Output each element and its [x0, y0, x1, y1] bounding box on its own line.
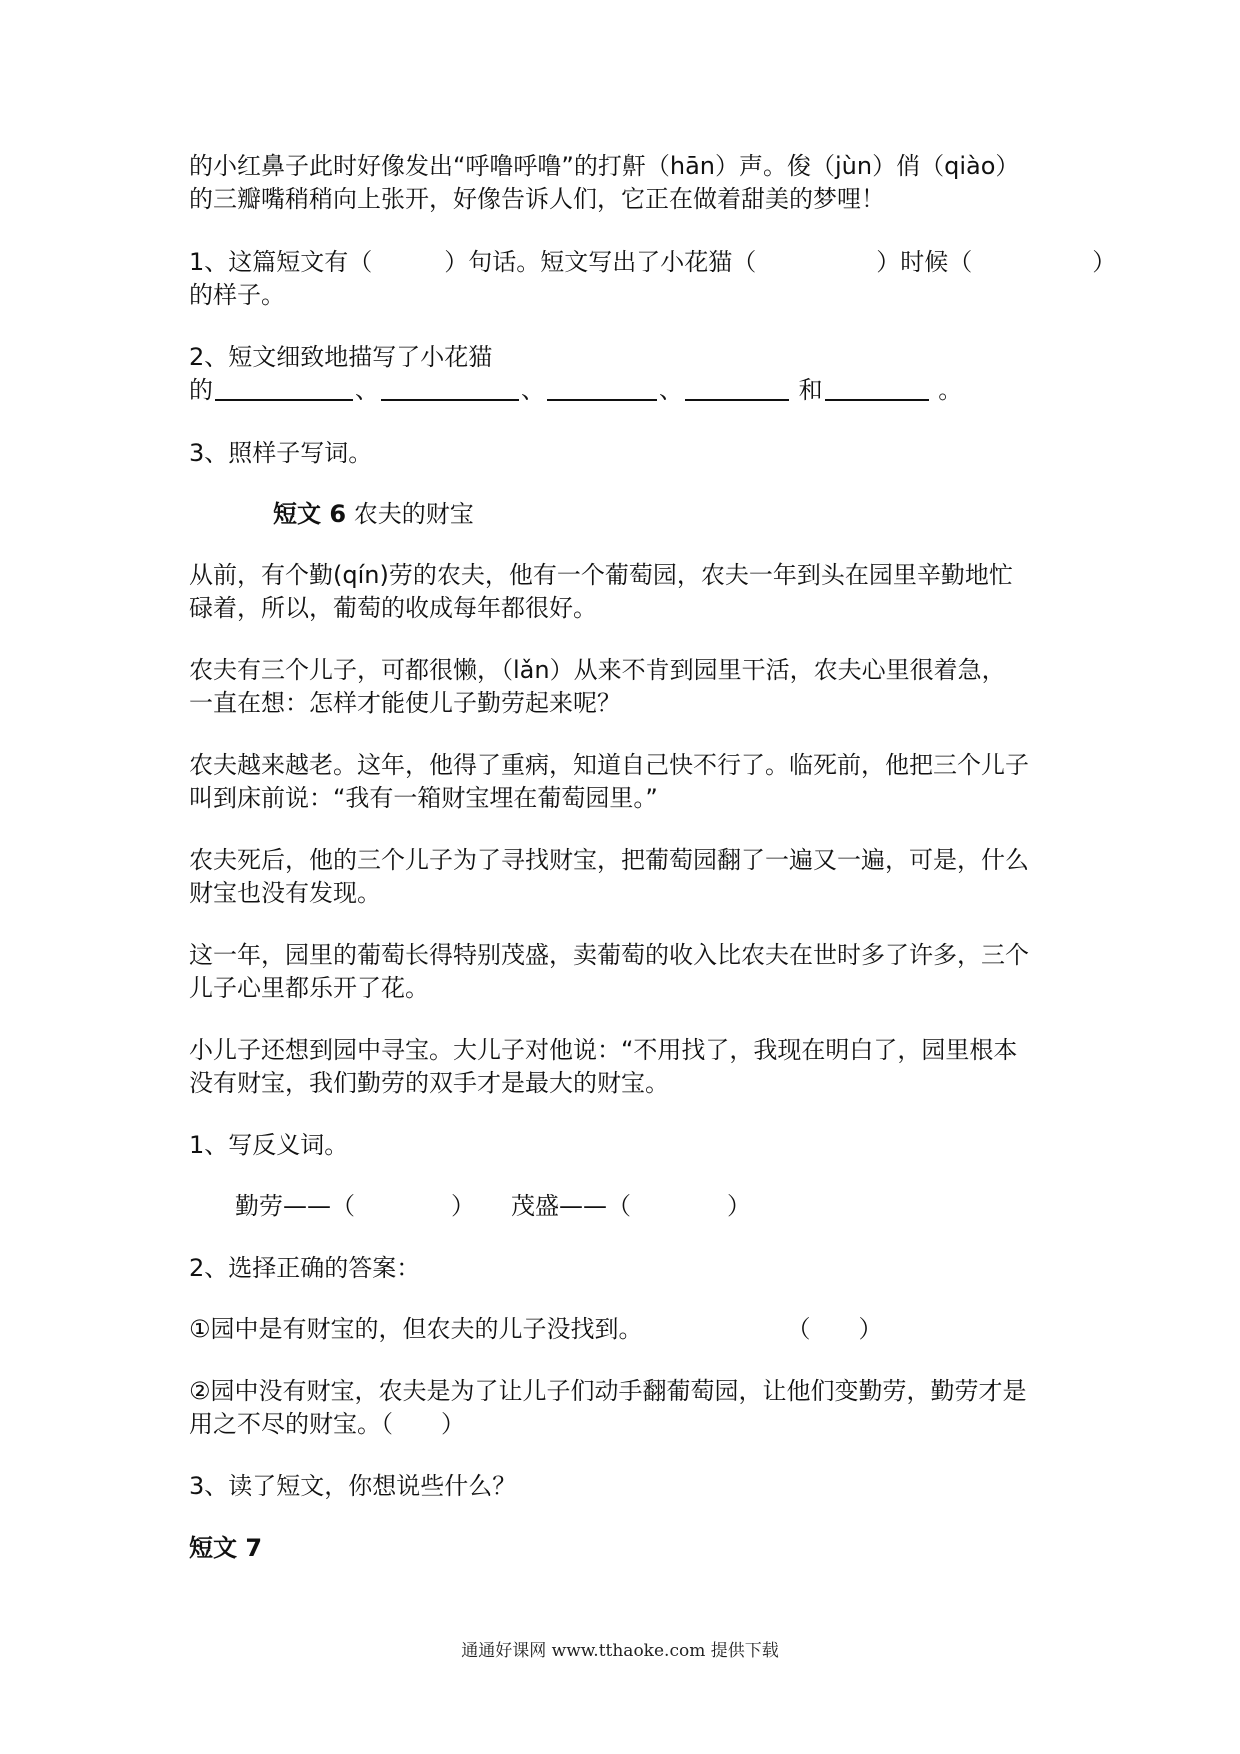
p6-paragraph-4-line-2: 财宝也没有发现。 [189, 879, 381, 907]
answer-blank-1[interactable] [215, 375, 353, 401]
p6-paragraph-3-line-2: 叫到床前说：“我有一箱财宝埋在葡萄园里。” [189, 784, 658, 812]
p6-question-1: 1、写反义词。 [189, 1131, 349, 1159]
intro-line-2: 的三瓣嘴稍稍向上张开，好像告诉人们，它正在做着甜美的梦哩！ [189, 185, 885, 213]
question-2-line-2: 的 、 、 、 和 。 [189, 376, 963, 404]
p6-paragraph-1-line-2: 碌着，所以，葡萄的收成每年都很好。 [189, 594, 597, 622]
p6-paragraph-2-line-1: 农夫有三个儿子，可都很懒，（lǎn）从来不肯到园里干活，农夫心里很着急， [189, 656, 1006, 684]
antonym-pairs: 勤劳——（ ） 茂盛——（ ） [235, 1192, 751, 1220]
p6-question-2: 2、选择正确的答案： [189, 1254, 421, 1282]
choice-option-1: ①园中是有财宝的，但农夫的儿子没找到。 （ ） [189, 1315, 883, 1343]
p6-paragraph-6-line-2: 没有财宝，我们勤劳的双手才是最大的财宝。 [189, 1069, 669, 1097]
p6-paragraph-3-line-1: 农夫越来越老。这年，他得了重病，知道自己快不行了。临死前，他把三个儿子 [189, 751, 1029, 779]
p6-paragraph-5-line-1: 这一年，园里的葡萄长得特别茂盛，卖葡萄的收入比农夫在世时多了许多，三个 [189, 941, 1029, 969]
question-1-line-2: 的样子。 [189, 281, 285, 309]
passage-6-title: 短文 6 农夫的财宝 [273, 500, 474, 528]
page-footer: 通通好课网 www.tthaoke.com 提供下载 [461, 1641, 779, 1661]
p6-paragraph-2-line-2: 一直在想：怎样才能使儿子勤劳起来呢？ [189, 689, 621, 717]
answer-blank-2[interactable] [381, 375, 519, 401]
p6-paragraph-1-line-1: 从前，有个勤(qín)劳的农夫，他有一个葡萄园，农夫一年到头在园里辛勤地忙 [189, 561, 1013, 589]
question-3: 3、照样子写词。 [189, 439, 373, 467]
p6-paragraph-4-line-1: 农夫死后，他的三个儿子为了寻找财宝，把葡萄园翻了一遍又一遍，可是，什么 [189, 846, 1029, 874]
choice-option-2-line-1: ②园中没有财宝，农夫是为了让儿子们动手翻葡萄园，让他们变勤劳，勤劳才是 [189, 1377, 1027, 1405]
passage-7-title: 短文 7 [189, 1534, 263, 1562]
answer-blank-3[interactable] [547, 375, 657, 401]
answer-blank-5[interactable] [825, 375, 929, 401]
p6-paragraph-5-line-2: 儿子心里都乐开了花。 [189, 974, 429, 1002]
answer-blank-4[interactable] [685, 375, 789, 401]
p6-paragraph-6-line-1: 小儿子还想到园中寻宝。大儿子对他说：“不用找了，我现在明白了，园里根本 [189, 1036, 1018, 1064]
intro-line-1: 的小红鼻子此时好像发出“呼噜呼噜”的打鼾（hān）声。俊（jùn）俏（qiào） [189, 152, 1020, 180]
question-1-line-1: 1、这篇短文有（ ）句话。短文写出了小花猫（ ）时候（ ） [189, 248, 1117, 276]
choice-option-2-line-2: 用之不尽的财宝。（ ） [189, 1410, 465, 1438]
question-2-line-1: 2、短文细致地描写了小花猫 [189, 343, 493, 371]
p6-question-3: 3、读了短文，你想说些什么？ [189, 1472, 517, 1500]
